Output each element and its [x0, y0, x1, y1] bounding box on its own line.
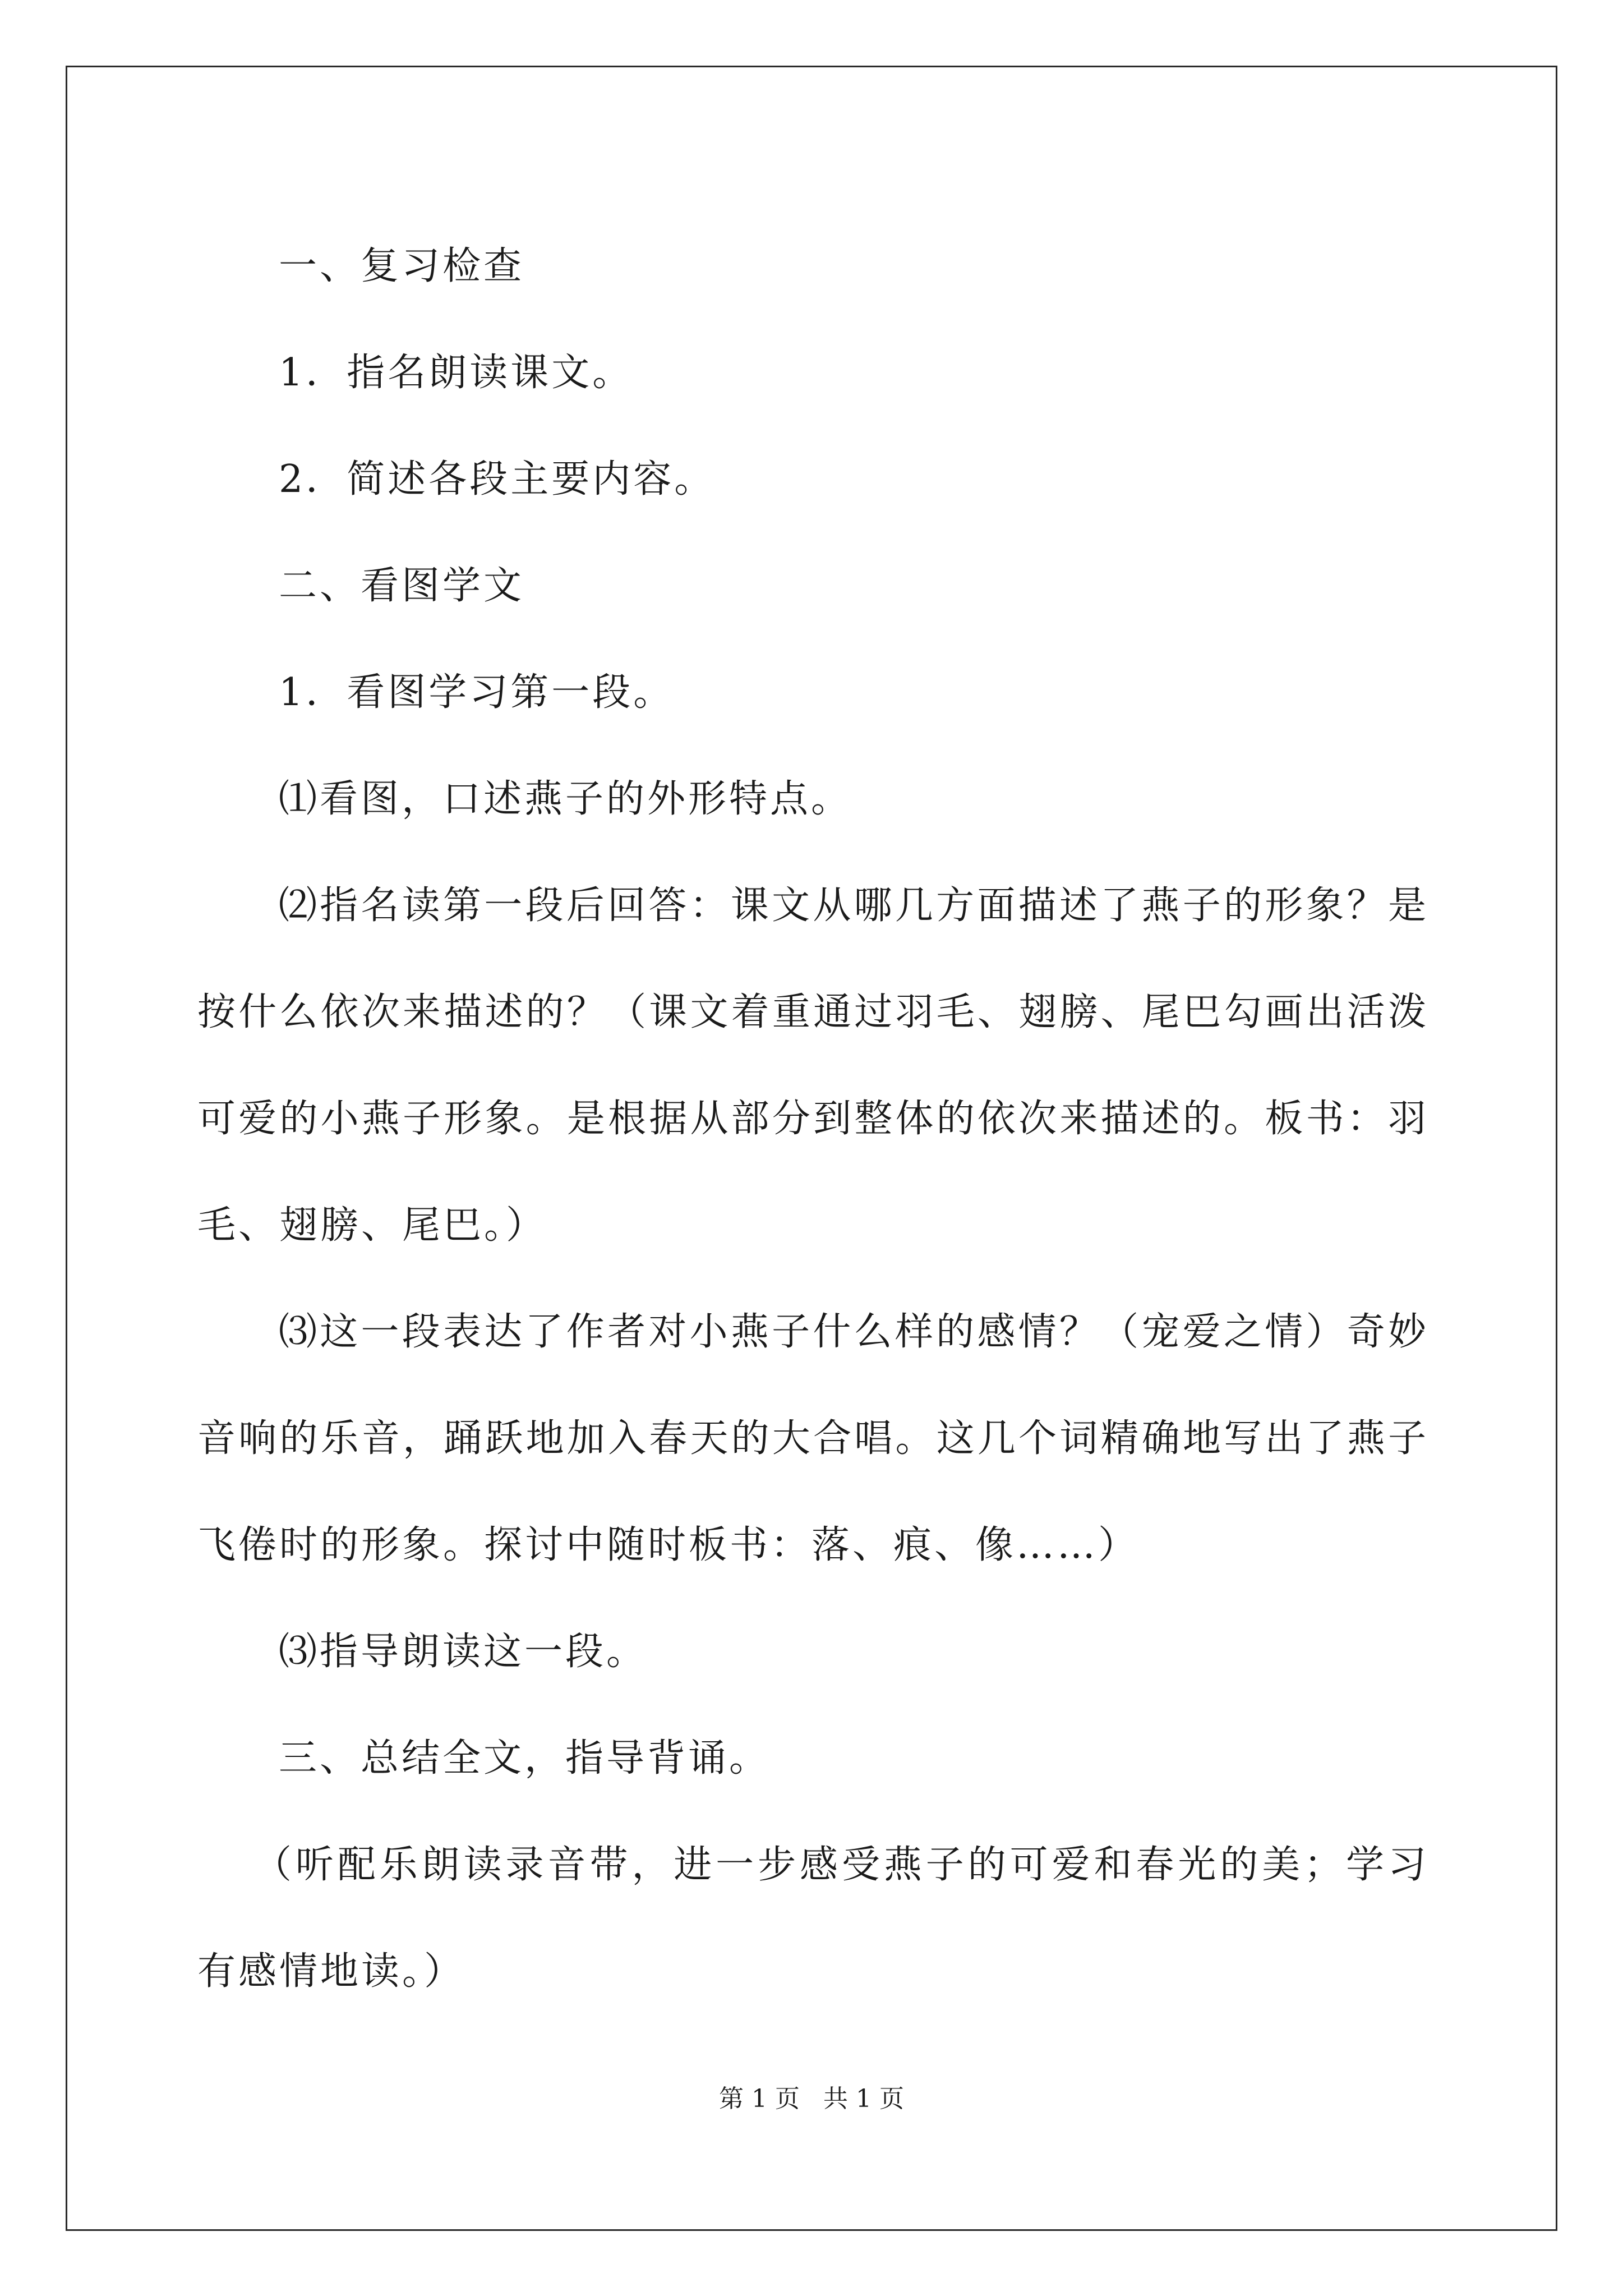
list-item: 1．指名朗读课文。 [279, 351, 634, 395]
body-paragraph: （听配乐朗读录音带，进一步感受燕子的可爱和春光的美；学习有感情地读。） [197, 1843, 1429, 1994]
sub-item: ⑵指名读第一段后回答：课文从哪几方面描述了燕子的形象？是按什么依次来描述的？（课文着重通过羽毛、翅膀、尾巴勾画出活泼可爱的小燕子形象。是根据从部分到整体的依次来描述的。板书：羽毛、翅膀、尾巴。） [197, 884, 1429, 1248]
sub-item: ⑶指导朗读这一段。 [279, 1630, 648, 1674]
section-heading-study: 二、看图学文 [279, 564, 525, 608]
document-body [197, 213, 1429, 2025]
section-heading-summary: 三、总结全文，指导背诵。 [279, 1736, 771, 1780]
list-item: 2．简述各段主要内容。 [279, 457, 716, 501]
page-number-footer: 第 1 页 共 1 页 [719, 2085, 904, 2113]
sub-item: ⑶这一段表达了作者对小燕子什么样的感情？（宠爱之情）奇妙音响的乐音，踊跃地加入春天的大合唱。这几个词精确地写出了燕子飞倦时的形象。探讨中随时板书：落、痕、像……） [197, 1310, 1429, 1567]
list-item: 1．看图学习第一段。 [279, 670, 675, 715]
section-heading-review: 一、复习检查 [279, 244, 525, 288]
sub-item: ⑴看图，口述燕子的外形特点。 [279, 777, 852, 821]
